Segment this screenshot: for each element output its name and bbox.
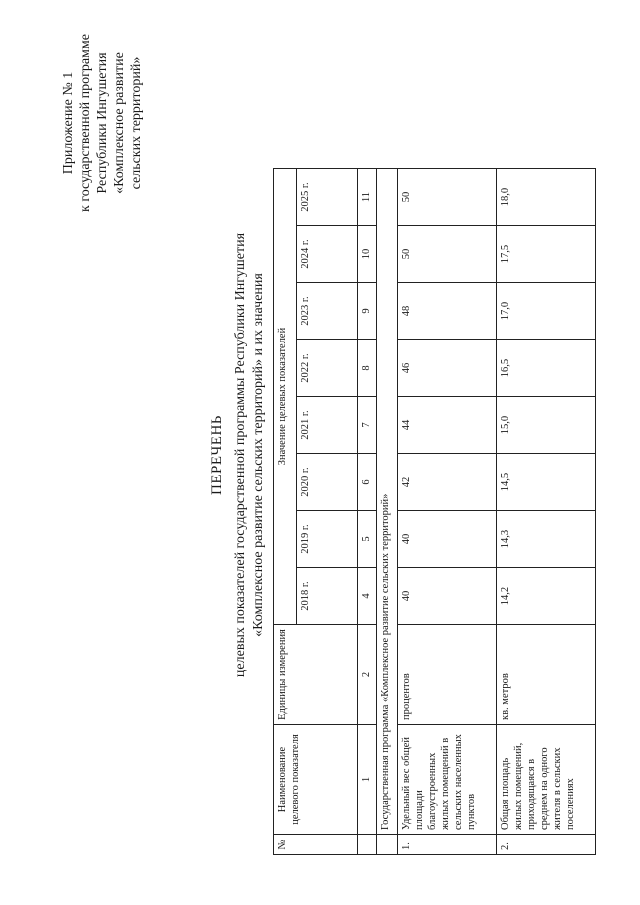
year-header: 2022 г. [297,340,358,397]
column-index: 5 [358,511,377,568]
section-title: Государственная программа «Комплексное развитие сельских территорий» [377,169,398,835]
column-index: 8 [358,340,377,397]
header-unit: Единицы измерения [274,625,358,725]
annex-line: сельских территорий» [129,56,144,190]
value-cell: 17,5 [497,226,596,283]
header-row [274,169,297,855]
value-cell: 14,5 [497,454,596,511]
value-cell: 46 [398,340,497,397]
document-title [208,45,268,865]
annex-line: Республики Ингушетия [95,52,110,194]
table-row [398,169,497,855]
column-index: 9 [358,283,377,340]
header-indicator-name: Наименование целевого показателя [274,725,358,835]
year-header: 2024 г. [297,226,358,283]
indicator-unit: процентов [398,625,497,725]
column-index [358,835,377,855]
header-values-group: Значение целевых показателей [274,169,297,625]
column-index-row [358,169,377,855]
indicator-unit: кв. метров [497,625,596,725]
section-spacer-cell [377,835,398,855]
annex-line: «Комплексное развитие [112,52,127,194]
value-cell: 40 [398,511,497,568]
column-index: 4 [358,568,377,625]
value-cell: 18,0 [497,169,596,226]
section-row [377,169,398,855]
year-header: 2018 г. [297,568,358,625]
annex-line: к государственной программе [78,34,93,212]
row-number: 1. [398,835,497,855]
column-index: 6 [358,454,377,511]
value-cell: 14,2 [497,568,596,625]
value-cell: 44 [398,397,497,454]
year-header: 2020 г. [297,454,358,511]
header-number: № [274,835,358,855]
title-line: «Комплексное развитие сельских территорий» и их значения [251,273,266,637]
column-index: 7 [358,397,377,454]
annex-note [60,33,145,213]
column-index: 10 [358,226,377,283]
value-cell: 15,0 [497,397,596,454]
value-cell: 40 [398,568,497,625]
value-cell: 48 [398,283,497,340]
indicators-table-wrapper [273,168,596,855]
value-cell: 16,5 [497,340,596,397]
column-index: 2 [358,625,377,725]
year-header: 2023 г. [297,283,358,340]
indicators-table [273,168,596,855]
year-header: 2025 г. [297,169,358,226]
value-cell: 50 [398,169,497,226]
row-number: 2. [497,835,596,855]
title-heading: ПЕРЕЧЕНЬ [209,415,225,495]
table-row [497,169,596,855]
value-cell: 17,0 [497,283,596,340]
column-index: 1 [358,725,377,835]
value-cell: 50 [398,226,497,283]
annex-line: Приложение № 1 [61,71,76,175]
value-cell: 14,3 [497,511,596,568]
year-header: 2021 г. [297,397,358,454]
indicator-name: Удельный вес общей площади благоустроенных жилых помещений в сельских населенных пунктов [398,725,497,835]
title-line: целевых показателей государственной программы Республики Ингушетия [233,232,248,678]
year-header: 2019 г. [297,511,358,568]
value-cell: 42 [398,454,497,511]
column-index: 11 [358,169,377,226]
indicator-name: Общая площадь жилых помещений, приходящаяся в среднем на одного жителя в сельских поселениях [497,725,596,835]
